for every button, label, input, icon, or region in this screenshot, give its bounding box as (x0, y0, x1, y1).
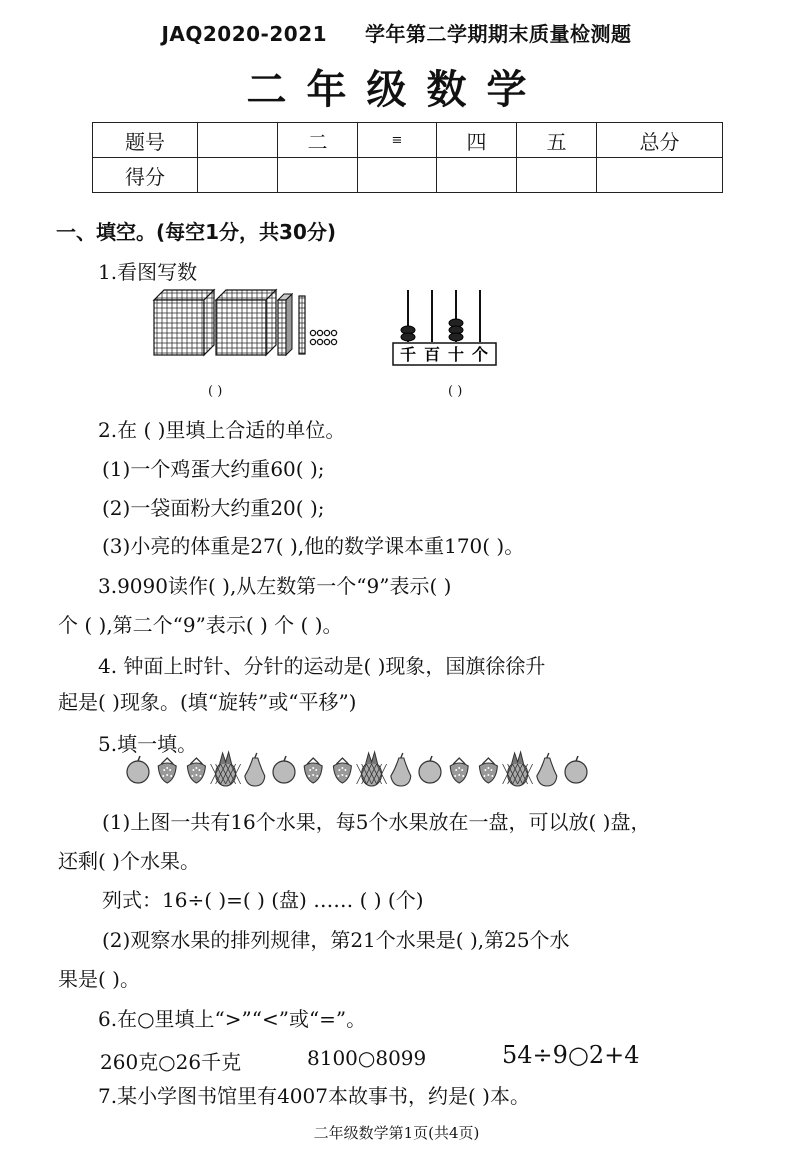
table-cell: 二 (278, 123, 358, 158)
score-table (92, 122, 723, 193)
exam-term: 学年第二学期期末质量检测题 (365, 22, 632, 46)
score-cell[interactable] (517, 158, 597, 193)
question-2-3: (3)小亮的体重是27( ),他的数学课本重170( )。 (102, 534, 525, 558)
section-title: 一、填空。(每空1分，共30分) (56, 220, 337, 244)
strawberry-icon (333, 758, 351, 783)
hundred-flat-icon (278, 294, 292, 355)
score-table-row (93, 158, 723, 193)
score-cell[interactable] (198, 158, 278, 193)
abacus-label: 个 (471, 345, 489, 364)
abacus-label: 百 (423, 345, 441, 364)
thousand-cube-icon (216, 290, 276, 355)
score-table-row (93, 123, 723, 158)
pineapple-icon (503, 752, 533, 786)
question-5-2-line1: (2)观察水果的排列规律，第21个水果是( ),第25个水 (102, 928, 570, 952)
apple-icon (565, 756, 587, 783)
question-5: 5.填一填。 (98, 732, 198, 756)
unit-cubes-icon (310, 330, 336, 344)
table-cell (198, 123, 278, 158)
score-cell[interactable] (278, 158, 358, 193)
question-5-1-line2: 还剩( )个水果。 (58, 849, 200, 873)
question-3-line2: 个 ( ),第二个“9”表示( ) 个 ( )。 (58, 613, 343, 637)
score-cell[interactable] (358, 158, 437, 193)
score-cell[interactable] (437, 158, 517, 193)
table-cell: 五 (517, 123, 597, 158)
question-6: 6.在○里填上“>”“<”或“=”。 (98, 1007, 367, 1031)
question-7: 7.某小学图书馆里有4007本故事书，约是( )本。 (98, 1084, 530, 1108)
score-cell[interactable] (597, 158, 723, 193)
strawberry-icon (158, 758, 176, 783)
ten-rod-icon (299, 296, 305, 354)
page-title: 二年级数学 (246, 67, 547, 113)
exam-header (0, 18, 793, 47)
pineapple-icon (357, 752, 387, 786)
table-cell: 题号 (93, 123, 198, 158)
table-cell: 得分 (93, 158, 198, 193)
strawberry-icon (479, 758, 497, 783)
compare-item: 260克○26千克 (100, 1050, 242, 1074)
abacus-figure (390, 286, 500, 368)
abacus-label: 十 (447, 345, 465, 364)
answer-blank[interactable]: ( ) (448, 384, 463, 399)
question-4-line1: 4. 钟面上时针、分针的运动是( )现象，国旗徐徐升 (98, 654, 546, 678)
page-footer: 二年级数学第1页(共4页) (313, 1124, 480, 1142)
compare-item: 8100○8099 (307, 1046, 427, 1070)
question-4-line2: 起是( )现象。(填“旋转”或“平移”) (58, 690, 357, 714)
question-1: 1.看图写数 (98, 260, 198, 284)
question-3-line1: 3.9090读作( ),从左数第一个“9”表示( ) (98, 574, 452, 598)
table-cell: ≡ (358, 123, 437, 158)
question-2-2: (2)一袋面粉大约重20( ); (102, 496, 325, 520)
strawberry-icon (450, 758, 468, 783)
fruit-row-figure (124, 750, 644, 788)
abacus-label: 千 (399, 345, 417, 364)
base-ten-blocks-figure (152, 288, 347, 360)
compare-item: 54÷9○2+4 (502, 1041, 640, 1069)
table-cell: 四 (437, 123, 517, 158)
pear-icon (245, 753, 265, 786)
question-5-formula: 列式：16÷( )=( ) (盘) …… ( ) (个) (102, 888, 424, 912)
strawberry-icon (304, 758, 322, 783)
apple-icon (419, 756, 441, 783)
question-5-2-line2: 果是( )。 (58, 967, 140, 991)
pineapple-icon (211, 752, 241, 786)
pear-icon (391, 753, 411, 786)
pear-icon (537, 753, 557, 786)
strawberry-icon (187, 758, 205, 783)
question-2-1: (1)一个鸡蛋大约重60( ); (102, 457, 325, 481)
thousand-cube-icon (154, 290, 214, 355)
apple-icon (127, 756, 149, 783)
table-cell: 总分 (597, 123, 723, 158)
exam-code: JAQ2020-2021 (161, 22, 328, 46)
question-2: 2.在 ( )里填上合适的单位。 (98, 418, 346, 442)
answer-blank[interactable]: ( ) (208, 384, 223, 399)
apple-icon (273, 756, 295, 783)
question-5-1-line1: (1)上图一共有16个水果，每5个水果放在一盘，可以放( )盘， (102, 810, 651, 834)
